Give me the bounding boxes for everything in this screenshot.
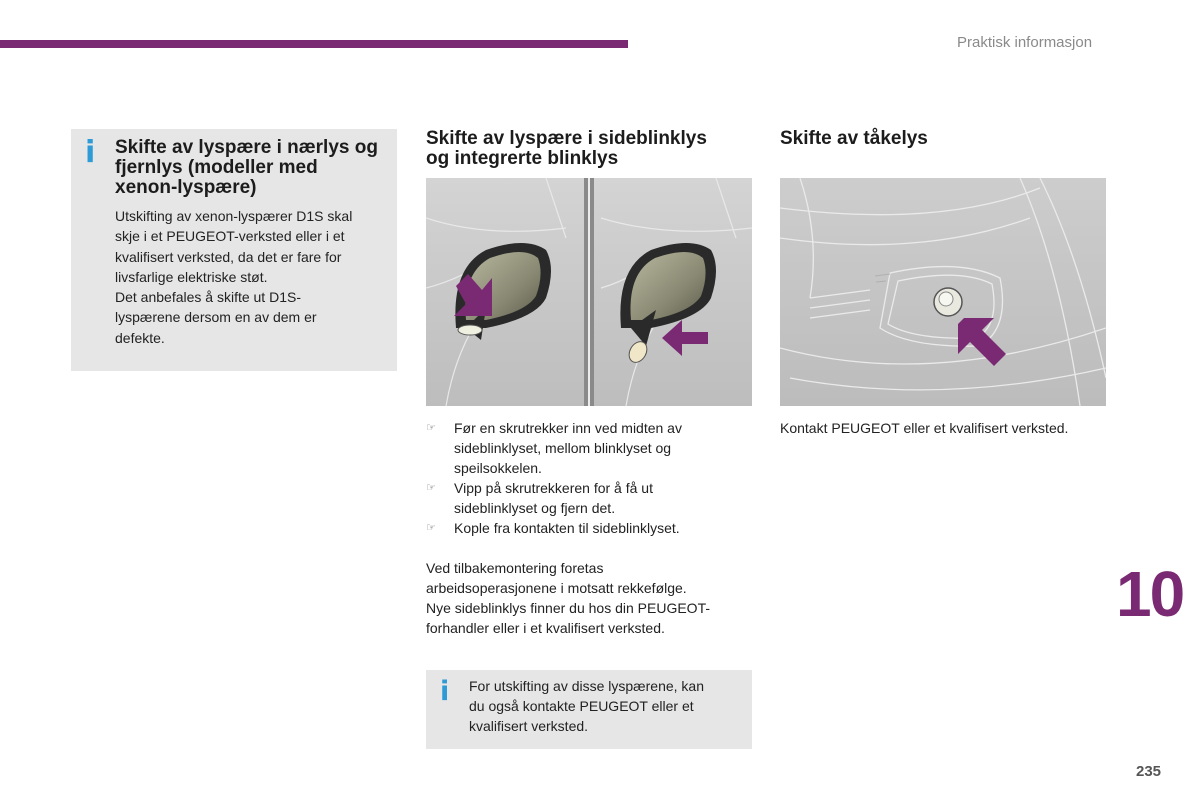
xenon-info-box xyxy=(71,129,397,371)
page-number: 235 xyxy=(1136,763,1162,780)
info-icon: i xyxy=(85,135,96,170)
list-item: ☞ Før en skrutrekker inn ved midten av sideblinklyset, mellom blinklyset og speilsokkelen. xyxy=(426,420,682,476)
fog-lamp-title: Skifte av tåkelys xyxy=(780,128,928,149)
side-indicator-title: Skifte av lyspære i sideblinklys og integrerte blinklys xyxy=(426,128,707,169)
pointing-hand-icon: ☞ xyxy=(426,421,436,434)
list-item: ☞ Vipp på skrutrekkeren for å få ut sideblinklyset og fjern det. xyxy=(426,480,653,516)
reassembly-paragraph: Ved tilbakemontering foretas arbeidsoperasjonene i motsatt rekkefølge. Nye sideblinklys finner du hos din PEUGEOT- forhandler eller i et kvalifisert verksted. xyxy=(426,560,711,636)
xenon-body: Utskifting av xenon-lyspærer D1S skal skje i et PEUGEOT-verksted eller i et kvalifisert verksted, da det er fare for livsfarlige elektriske støt. Det anbefales å skifte ut D1S- lyspærene dersom en av dem er defekte. xyxy=(115,208,353,346)
pointing-hand-icon: ☞ xyxy=(426,521,436,534)
mirror-photo xyxy=(426,178,752,406)
steps-list xyxy=(426,418,756,538)
note-text: For utskifting av disse lyspærene, kan du også kontakte PEUGEOT eller et kvalifisert verksted. xyxy=(469,678,704,734)
chapter-number: 10 xyxy=(1116,558,1184,630)
list-item: ☞ Kople fra kontakten til sideblinklyset. xyxy=(426,520,680,536)
info-icon: i xyxy=(440,676,450,707)
fog-lamp-text: Kontakt PEUGEOT eller et kvalifisert verksted. xyxy=(780,420,1069,436)
pointing-hand-icon: ☞ xyxy=(426,481,436,494)
fog-lamp-photo xyxy=(780,178,1106,406)
xenon-title: Skifte av lyspære i nærlys og fjernlys (modeller med xenon-lyspære) xyxy=(115,137,378,198)
header-accent-bar xyxy=(0,40,628,48)
note-info-box xyxy=(426,670,752,749)
section-label: Praktisk informasjon xyxy=(957,34,1093,51)
